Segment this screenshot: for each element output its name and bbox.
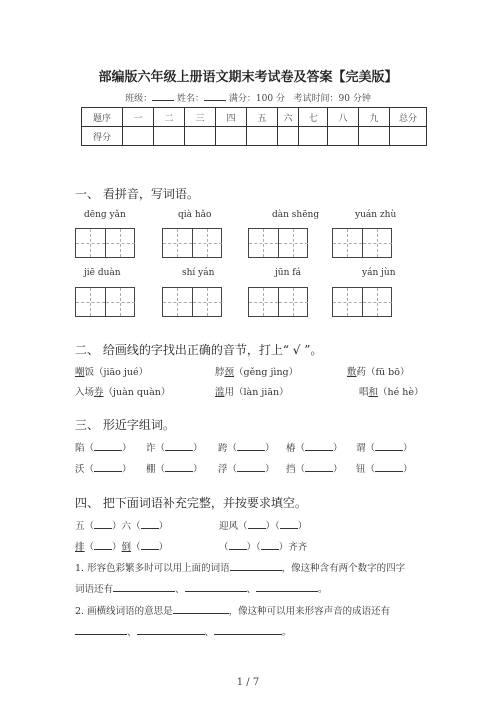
- char: 沃: [75, 464, 85, 475]
- char: 跨: [218, 443, 228, 454]
- score-header-cell: 六: [278, 108, 299, 127]
- score-cell[interactable]: [390, 127, 427, 146]
- word-group-item[interactable]: 椿（ ）: [286, 443, 343, 454]
- word-group-item[interactable]: 钮（ ）: [356, 464, 413, 475]
- score-cell[interactable]: [123, 127, 154, 146]
- pinyin-choice-item[interactable]: [347, 364, 409, 378]
- score-header-cell: 一: [123, 108, 154, 127]
- underlined-char: 滥: [215, 387, 225, 398]
- word-group-item[interactable]: 陷（ ）: [75, 443, 132, 454]
- answer-blank[interactable]: [256, 582, 318, 592]
- score-header-cell: 二: [154, 108, 185, 127]
- answer-blank[interactable]: [137, 625, 205, 635]
- class-blank[interactable]: [152, 91, 174, 101]
- score-header-cell: 题序: [82, 108, 123, 127]
- pinyin-choice-item[interactable]: [75, 364, 148, 378]
- score-header-cell: 八: [328, 108, 359, 127]
- tianzige-box[interactable]: [248, 287, 308, 317]
- idiom-fill-3[interactable]: 排（ ）倒（ ）: [75, 542, 169, 553]
- char: 五: [75, 521, 85, 532]
- pinyin-6: shí yán: [182, 268, 215, 278]
- tianzige-box[interactable]: [75, 228, 135, 258]
- question-1-line1: [75, 560, 405, 574]
- char: 棚: [146, 464, 156, 475]
- section2-title: 二、 给画线的字找出正确的音节，打上“ √ ”。: [75, 343, 323, 357]
- question-1-line2: 词语还有 、 、 。: [75, 584, 328, 595]
- underlined-char: 券: [94, 387, 104, 398]
- word-group-item[interactable]: 跨（ ）: [218, 443, 275, 454]
- item-text: （juàn quàn）: [103, 387, 171, 398]
- score-header-cell: 三: [185, 108, 216, 127]
- section3-title: 三、 形近字组词。: [75, 418, 175, 432]
- q-text: 1. 形容色彩繁多时可以用上面的词语: [75, 563, 230, 574]
- answer-blank[interactable]: [185, 582, 247, 592]
- char: 六: [121, 521, 132, 532]
- score-table: [81, 107, 427, 146]
- word-group-item[interactable]: 诈（ ）: [146, 443, 203, 454]
- char: 迎风: [219, 521, 239, 532]
- answer-blank[interactable]: [113, 582, 175, 592]
- tianzige-box[interactable]: [248, 228, 308, 258]
- char: 钮: [356, 464, 366, 475]
- score-header-cell: 九: [359, 108, 390, 127]
- score-header-row: [82, 108, 427, 127]
- char: 浮: [218, 464, 228, 475]
- underlined-char: 敷: [347, 367, 357, 378]
- score-cell[interactable]: [185, 127, 216, 146]
- idiom-fill-1[interactable]: 五（ ）六（ ）: [75, 521, 169, 532]
- pinyin-5: jiē duàn: [84, 268, 121, 278]
- question-2-line2: 、 、 。: [75, 624, 292, 638]
- tianzige-box[interactable]: [162, 287, 222, 317]
- score-cell[interactable]: [216, 127, 247, 146]
- answer-blank[interactable]: [75, 625, 127, 635]
- item-text: 唱: [359, 387, 369, 398]
- pinyin-7: jūn fá: [275, 268, 301, 278]
- char: 齐齐: [288, 542, 308, 553]
- idiom-fill-2[interactable]: 迎风（ ）（ ）: [219, 521, 308, 532]
- pinyin-1: dēng yǎn: [84, 210, 126, 220]
- score-header-cell: 五: [247, 108, 278, 127]
- page-title: 部编版六年级上册语文期末考试卷及答案【完美版】: [98, 70, 398, 85]
- pinyin-3: dàn shēng: [272, 210, 320, 220]
- char: 诈: [146, 443, 156, 454]
- section1-title: 一、 看拼音，写词语。: [75, 187, 199, 201]
- exam-time: 考试时间：90 分钟: [293, 94, 371, 104]
- item-text: 药（fū bō）: [356, 367, 410, 378]
- word-group-item[interactable]: 挡（ ）: [286, 464, 343, 475]
- pinyin-choice-item[interactable]: [215, 384, 289, 398]
- name-blank[interactable]: [204, 91, 226, 101]
- char: 排: [75, 542, 85, 553]
- class-label: 班级：: [125, 94, 153, 104]
- pinyin-4: yuán zhù: [355, 210, 397, 220]
- char: 陷: [75, 443, 85, 454]
- score-header-cell: 四: [216, 108, 247, 127]
- underlined-char: 和: [368, 387, 379, 398]
- item-text: 用（làn jiān）: [224, 387, 289, 398]
- char: 椿: [286, 443, 296, 454]
- score-cell[interactable]: [247, 127, 278, 146]
- question-2-line1: [75, 603, 390, 617]
- pinyin-choice-item[interactable]: [75, 384, 170, 398]
- tianzige-box[interactable]: [75, 287, 135, 317]
- item-text: （gěng jìng）: [234, 367, 299, 378]
- tianzige-box[interactable]: [332, 228, 392, 258]
- word-group-item[interactable]: 谓（ ）: [356, 443, 413, 454]
- answer-blank[interactable]: [173, 604, 229, 614]
- q-text: 词语还有: [75, 584, 114, 595]
- word-group-item[interactable]: 浮（ ）: [218, 464, 275, 475]
- char: 谓: [356, 443, 366, 454]
- score-cell[interactable]: [299, 127, 328, 146]
- item-text: （hé hè）: [378, 387, 424, 398]
- item-text: 脖: [215, 367, 225, 378]
- score-row-label: 得分: [82, 127, 123, 146]
- answer-blank[interactable]: [230, 561, 282, 571]
- page-number: 1 / 7: [236, 677, 260, 688]
- q-text: 2. 画横线词语的意思是: [75, 606, 173, 617]
- idiom-fill-4[interactable]: （ ）（ ）齐齐: [219, 542, 308, 553]
- score-cell[interactable]: [359, 127, 390, 146]
- answer-blank[interactable]: [214, 625, 282, 635]
- exam-info: [0, 91, 496, 104]
- q-text: ，像这种可以用来形容声音的成语还有: [228, 606, 391, 617]
- underlined-char: 颈: [224, 367, 235, 378]
- score-header-cell: 七: [299, 108, 328, 127]
- item-text: 入场: [75, 387, 95, 398]
- score-cell[interactable]: [278, 127, 299, 146]
- full-score: 满分：100 分: [228, 94, 285, 104]
- tianzige-box[interactable]: [332, 287, 392, 317]
- score-cell[interactable]: [328, 127, 359, 146]
- tianzige-box[interactable]: [162, 228, 222, 258]
- pinyin-choice-item[interactable]: [215, 364, 298, 378]
- pinyin-2: qià hǎo: [178, 210, 212, 220]
- pinyin-8: yán jùn: [362, 268, 396, 278]
- score-header-cell: 总分: [390, 108, 427, 127]
- char: 倒: [121, 542, 132, 553]
- char: 挡: [286, 464, 296, 475]
- item-text: 饭（jiāo jué）: [84, 367, 149, 378]
- score-row: [82, 127, 427, 146]
- pinyin-choice-item[interactable]: [359, 384, 424, 398]
- section4-title: 四、 把下面词语补充完整，并按要求填空。: [75, 496, 307, 510]
- word-group-item[interactable]: 沃（ ）: [75, 464, 132, 475]
- word-group-item[interactable]: 棚（ ）: [146, 464, 203, 475]
- underlined-char: 嘲: [75, 367, 85, 378]
- q-text: ，像这种含有两个数字的四字: [281, 563, 406, 574]
- name-label: 姓名：: [177, 94, 205, 104]
- score-cell[interactable]: [154, 127, 185, 146]
